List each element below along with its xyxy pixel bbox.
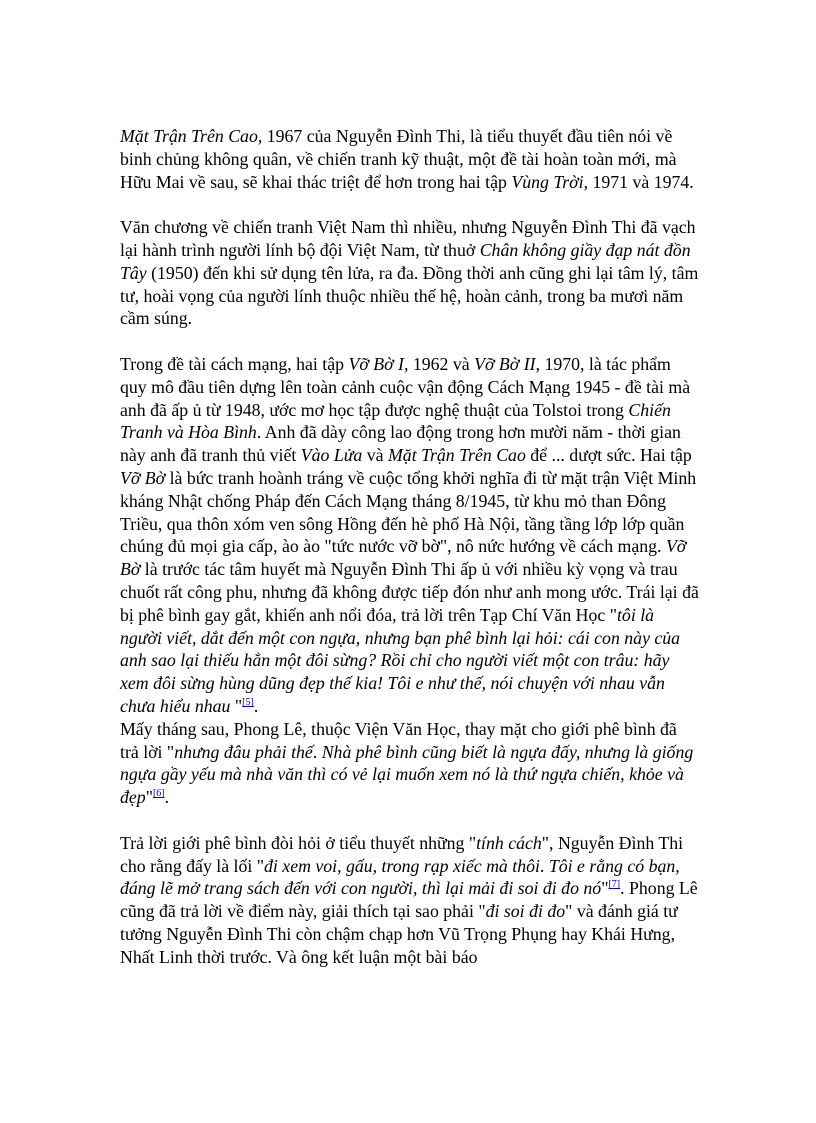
paragraph <box>120 216 700 330</box>
text-run: và <box>362 445 388 466</box>
text-run: . Anh đã dày công lao động trong hơn mười năm - thời gian này anh đã tranh thủ viết <box>120 422 681 466</box>
paragraph <box>120 718 700 809</box>
text-run: 1967 của Nguyễn Đình Thi, là tiểu thuyết đầu tiên nói về binh chủng không quân, về chiến tranh kỹ thuật, một đề tài hoàn toàn mới, mà Hữu Mai về sau, sẽ khai thác triệt để hơn trong hai tập <box>120 126 677 192</box>
text-run: . <box>253 695 259 716</box>
text-run: là trước tác tâm huyết mà Nguyễn Đình Thi ấp ủ với nhiều kỳ vọng và trau chuốt rất công phu, nhưng đã không được tiếp đón như anh mong ước. Trái lại đã bị phê bình gay gắt, khiến anh nổi đóa, trả lời trên Tạp Chí Văn Học " <box>120 559 699 625</box>
text-run: 1971 và 1974. <box>588 171 694 192</box>
text-run: . <box>539 855 549 876</box>
text-run: ", Nguyễn Đình Thi cho rằng đấy là lối " <box>120 832 684 876</box>
text-run: là bức tranh hoành tráng về cuộc tổng khởi nghĩa đi từ mặt trận Việt Minh kháng Nhật chống Pháp đến Cách Mạng tháng 8/1945, từ khu mỏ than Đông Triều, qua thôn xóm ven sông Hồng đến hè phố Hà Nội, tầng tầng lớp lớp quần chúng đủ mọi gia cấp, ào ào "tức nước vỡ bờ", nô nức hướng về cách mạng. <box>120 467 697 557</box>
text-run: Mấy tháng sau, Phong Lê, thuộc Viện Văn Học, thay mặt cho giới phê bình đã trả lời " <box>120 718 677 762</box>
italic-text: Vùng Trời, <box>511 171 589 192</box>
italic-text: Vỡ Bờ <box>120 536 687 580</box>
italic-text: Chân không giầy đạp nát đồn Tây <box>120 239 691 283</box>
italic-text: Mặt Trận Trên Cao <box>388 445 526 466</box>
text-run: . <box>164 787 170 808</box>
paragraph <box>120 353 700 718</box>
italic-text: Vỡ Bờ II <box>474 353 536 374</box>
text-run: " <box>234 695 243 716</box>
text-run: " <box>601 878 609 899</box>
text-run: . Phong Lê cũng đã trả lời về điểm này, giải thích tại sao phải " <box>120 878 698 922</box>
italic-text: Mặt Trận Trên Cao, <box>120 126 263 146</box>
text-run: Trả lời giới phê bình đòi hỏi ở tiểu thuyết những " <box>120 832 477 853</box>
text-run: , 1970, là tác phẩm quy mô đầu tiên dựng lên toàn cảnh cuộc vận động Cách Mạng 1945 - đề tài mà anh đã ấp ủ từ 1948, ước mơ học tập được nghệ thuật của Tolstoi trong <box>120 353 691 420</box>
text-run: để ... dượt sức. Hai tập <box>525 445 692 466</box>
italic-text: tính cách <box>476 832 542 853</box>
italic-text: đi xem voi, gấu, trong rạp xiếc mà thôi <box>264 855 540 876</box>
italic-text: nhưng đâu phải thế <box>174 741 313 762</box>
paragraph <box>120 125 700 193</box>
italic-text: Tôi e rằng có bạn, đáng lẽ mở trang sách đến với con người, thì lại mải đi soi đi đo nó <box>120 855 680 899</box>
text-run: " <box>145 787 153 808</box>
footnote-link[interactable]: [5] <box>242 697 254 708</box>
italic-text: Chiến Tranh và Hòa Bình <box>120 399 671 443</box>
text-run: Trong đề tài cách mạng, hai tập <box>120 353 349 374</box>
article-body <box>120 125 700 991</box>
italic-text: Vỡ Bờ <box>120 467 166 488</box>
paragraph <box>120 832 700 969</box>
text-run: Văn chương về chiến tranh Việt Nam thì nhiều, nhưng Nguyễn Đình Thi đã vạch lại hành trình người lính bộ đội Việt Nam, từ thuở <box>120 217 696 260</box>
italic-text: Nhà phê bình cũng biết là ngựa đấy, nhưng là giống ngựa gầy yếu mà nhà văn thì có vẻ lại muốn xem nó là thứ ngựa chiến, khỏe và đẹp <box>120 741 694 808</box>
text-run: " và đánh giá tư tưởng Nguyễn Đình Thi còn chậm chạp hơn Vũ Trọng Phụng hay Khái Hưng, Nhất Linh thời trước. Và ông kết luận một bài báo <box>120 901 678 967</box>
footnote-link[interactable]: [6] <box>152 788 165 800</box>
text-run: (1950) đến khi sử dụng tên lửa, ra đa. Đồng thời anh cũng ghi lại tâm lý, tâm tư, hoài vọng của người lính thuộc nhiều thế hệ, hoàn cảnh, trong ba mươi năm cầm súng. <box>120 262 699 329</box>
italic-text: Vỡ Bờ I, <box>348 353 409 374</box>
text-run: 1962 và <box>408 353 475 374</box>
italic-text: Vào Lửa <box>300 445 363 466</box>
footnote-link[interactable]: [7] <box>608 879 621 891</box>
italic-text: tôi là người viết, dắt đến một con ngựa, nhưng bạn phê bình lại hỏi: cái con này của anh sao lại thiếu hẳn một đôi sừng? Rồi chỉ cho người viết một con trâu: hãy xem đôi sừng hùng dũng đẹp thế kia! Tôi e như thế, nói chuyện với nhau vẫn chưa hiểu nhau <box>120 604 681 716</box>
text-run: . <box>312 741 322 762</box>
italic-text: đi soi đi đo <box>485 901 566 922</box>
